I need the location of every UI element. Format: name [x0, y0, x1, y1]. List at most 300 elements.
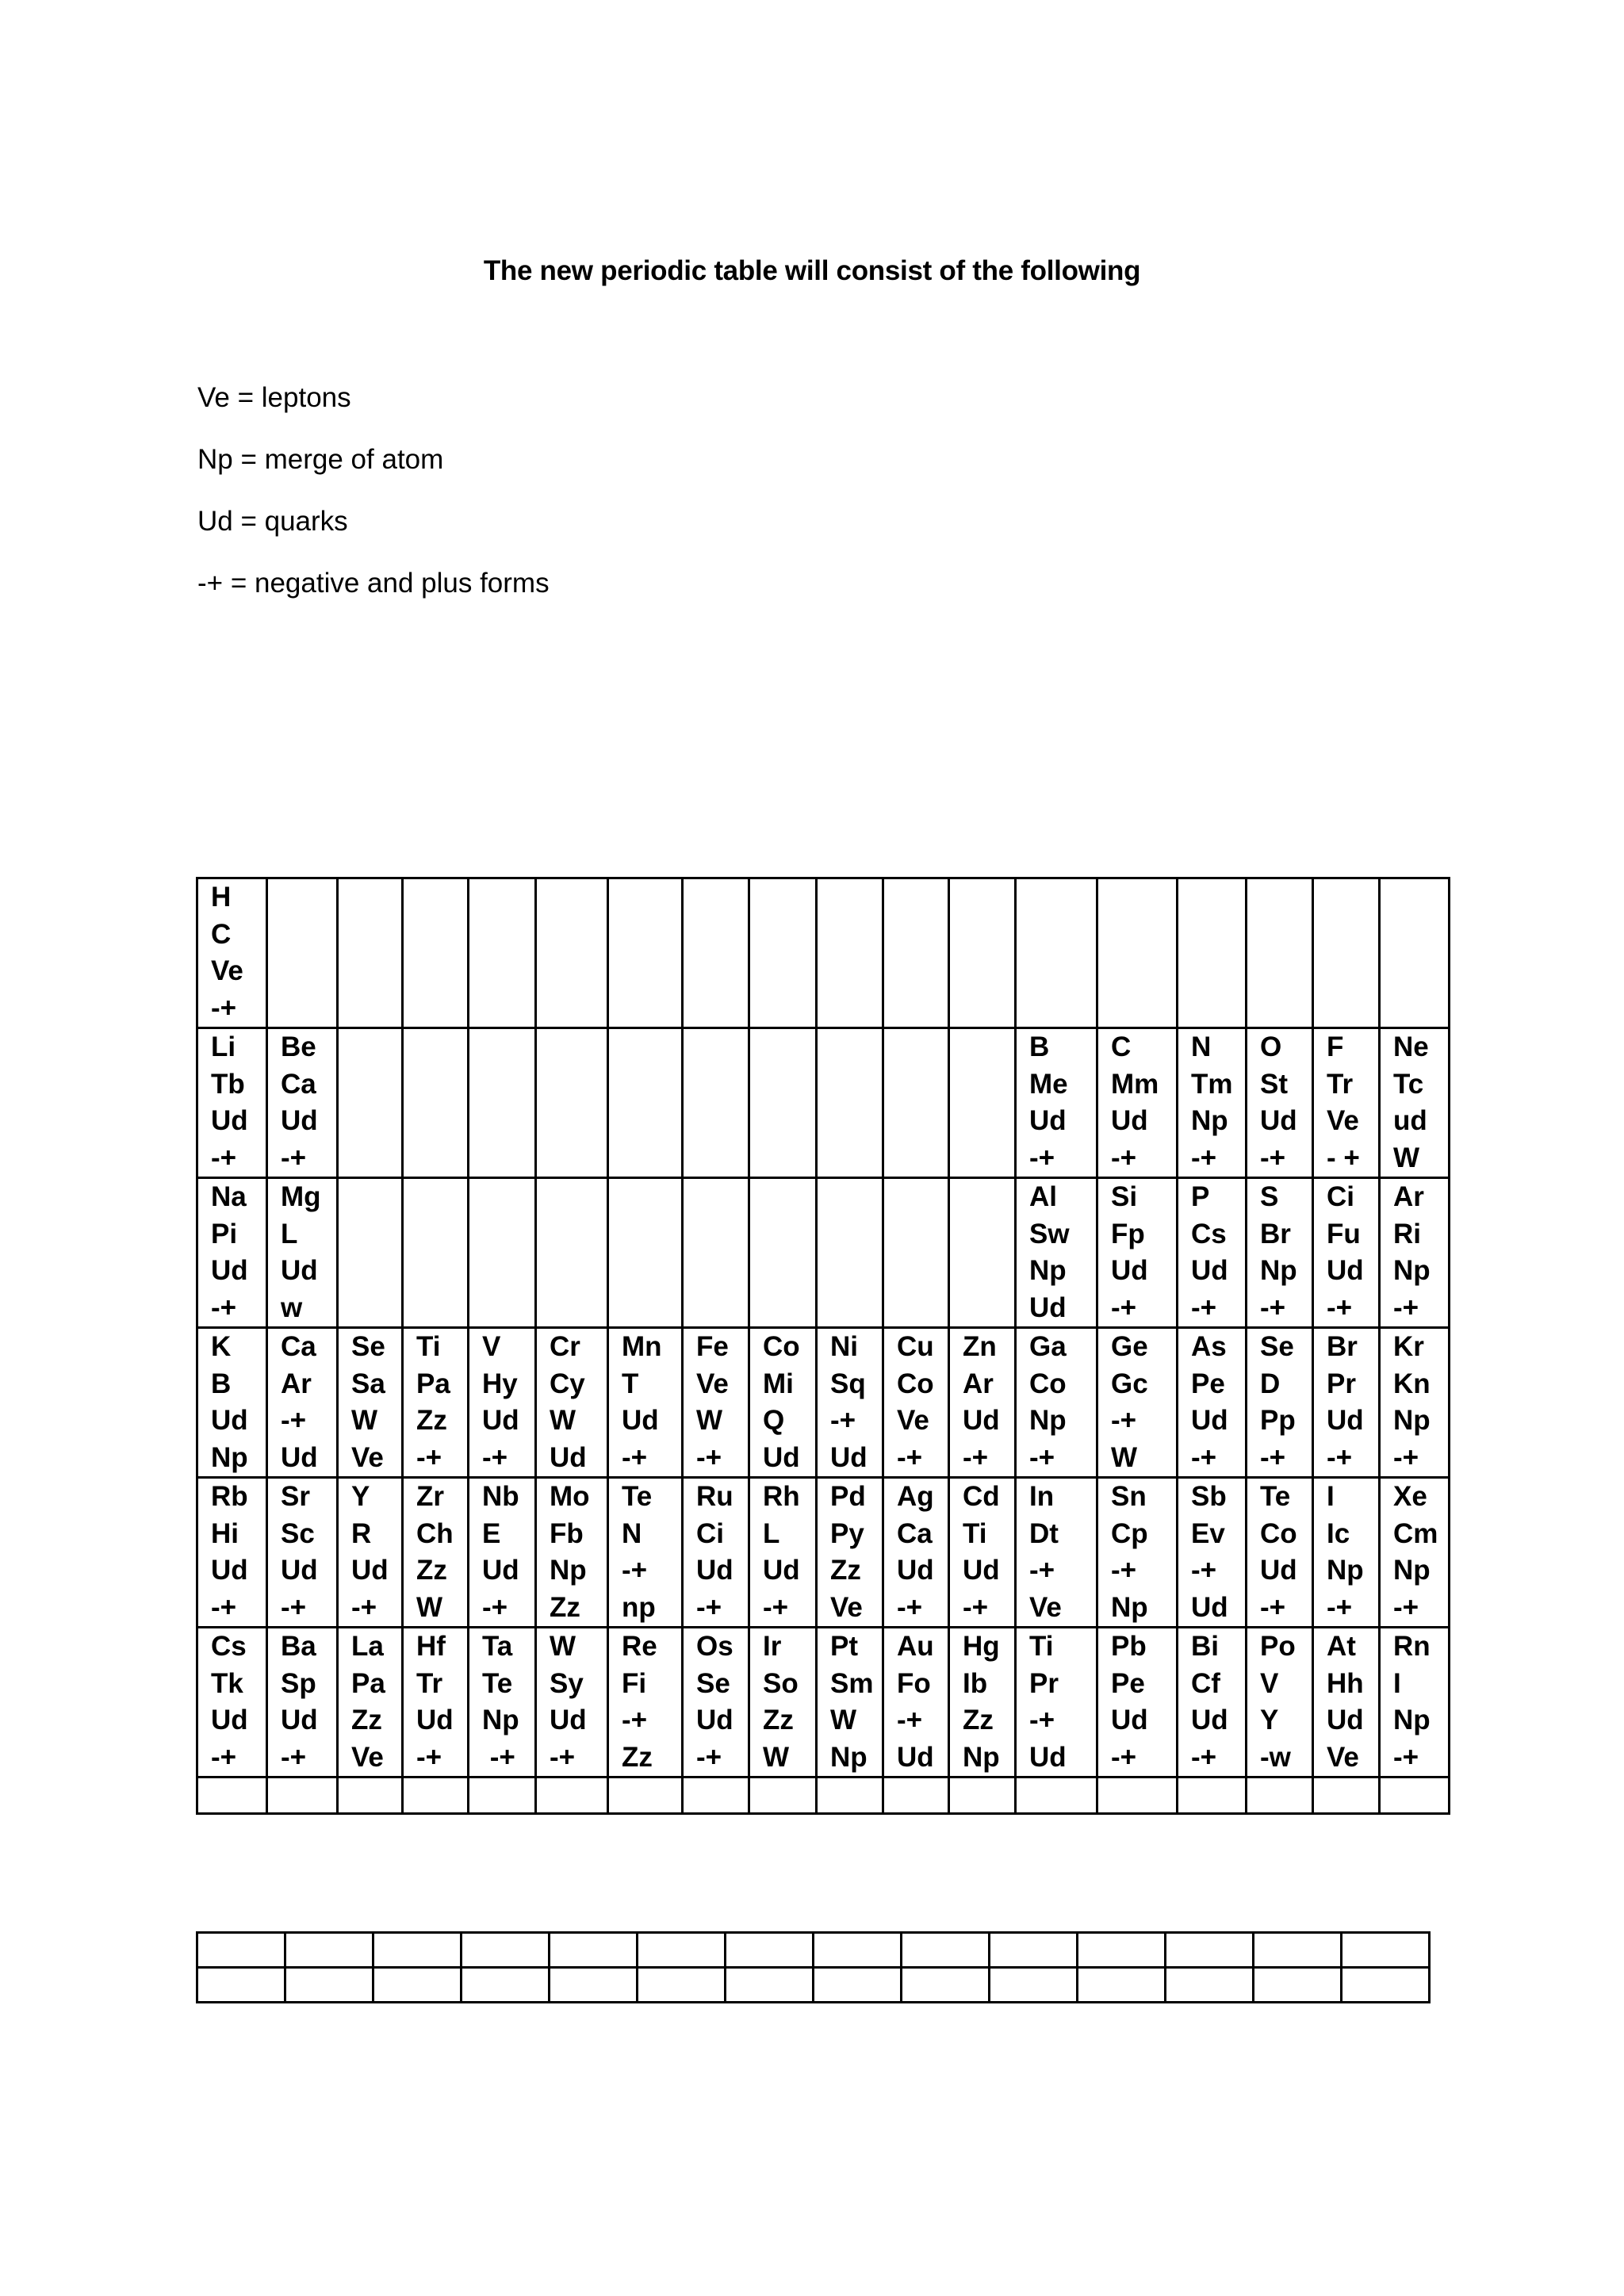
element-cell [469, 1628, 536, 1777]
element-code: Ve [830, 1591, 863, 1623]
element-cell [403, 1628, 469, 1777]
element-code: Np [1029, 1405, 1067, 1436]
element-code: Dt [1029, 1517, 1059, 1549]
element-code: -+ [696, 1591, 722, 1623]
empty-cell [550, 1968, 638, 2003]
element-code: Ud [622, 1405, 659, 1436]
element-symbol: Zn [963, 1331, 997, 1362]
element-cell [949, 1478, 1016, 1628]
element-code: Ar [281, 1368, 312, 1399]
empty-cell [536, 1178, 608, 1328]
element-symbol: Rb [211, 1481, 248, 1512]
element-code: Ud [963, 1405, 1000, 1436]
element-code: Cf [1191, 1667, 1220, 1699]
element-symbol: Pb [1111, 1631, 1147, 1662]
element-code: Ci [696, 1517, 724, 1549]
empty-table-row [197, 1777, 1450, 1814]
empty-cell [817, 1777, 883, 1814]
element-symbol: Bi [1191, 1631, 1219, 1662]
element-cell [536, 1478, 608, 1628]
element-code: Ud [211, 1705, 248, 1735]
element-symbol: V [482, 1331, 501, 1362]
element-cell [1097, 1328, 1178, 1478]
element-code: R [351, 1517, 372, 1549]
element-code: -+ [696, 1441, 722, 1473]
element-cell [197, 1628, 267, 1777]
empty-cell [749, 1028, 817, 1178]
element-code: Fo [897, 1667, 931, 1699]
empty-cell [469, 1178, 536, 1328]
page-title: The new periodic table will consist of the following [483, 255, 1141, 286]
element-symbol: Te [1260, 1481, 1291, 1512]
element-code: Np [830, 1741, 868, 1773]
element-code: Np [1260, 1255, 1297, 1286]
element-code: W [351, 1405, 378, 1436]
element-code: Np [1327, 1555, 1364, 1586]
element-code: -+ [211, 1591, 237, 1623]
element-symbol: La [351, 1631, 384, 1662]
element-code: Np [1393, 1255, 1431, 1286]
element-code: Ve [1029, 1591, 1062, 1623]
element-code: Ud [963, 1555, 1000, 1586]
empty-cell [536, 878, 608, 1028]
legend-item-leptons: Ve = leptons [197, 382, 351, 413]
element-code: Ud [1327, 1255, 1364, 1286]
empty-cell [949, 1777, 1016, 1814]
empty-cell [1097, 1777, 1178, 1814]
empty-cell [638, 1968, 726, 2003]
element-cell [683, 1628, 749, 1777]
element-code: Ve [1327, 1741, 1359, 1773]
element-cell [749, 1478, 817, 1628]
element-code: Ve [897, 1405, 929, 1436]
empty-cell [267, 878, 338, 1028]
element-code: Ud [1191, 1255, 1228, 1286]
empty-cell [638, 1933, 726, 1968]
element-cell [1178, 1478, 1247, 1628]
element-code: -+ [351, 1591, 377, 1623]
element-code: -+ [1393, 1591, 1419, 1623]
element-cell [1016, 1628, 1097, 1777]
empty-cell [817, 1028, 883, 1178]
element-cell [338, 1328, 403, 1478]
element-cell [1097, 1478, 1178, 1628]
element-code: W [550, 1405, 576, 1436]
empty-cell [1016, 1777, 1097, 1814]
element-code: -+ [482, 1591, 508, 1623]
element-symbol: Ar [1393, 1181, 1424, 1212]
element-code: Hy [482, 1368, 518, 1399]
empty-cell [683, 1028, 749, 1178]
element-cell [817, 1328, 883, 1478]
element-code: Np [1111, 1591, 1148, 1623]
element-code: Mm [1111, 1068, 1159, 1100]
element-symbol: Rn [1393, 1631, 1431, 1662]
element-code: Sa [351, 1368, 385, 1399]
element-code: W [763, 1741, 790, 1773]
element-cell [1247, 1328, 1313, 1478]
empty-cell [267, 1777, 338, 1814]
element-cell [1313, 1628, 1380, 1777]
element-symbol: Ti [416, 1331, 441, 1362]
element-code: Ud [830, 1441, 868, 1473]
element-code: -+ [622, 1705, 648, 1735]
element-code: -+ [1393, 1741, 1419, 1773]
element-code: -+ [281, 1405, 307, 1436]
element-code: V [1260, 1667, 1279, 1699]
element-cell [1313, 1178, 1380, 1328]
table-row [197, 1478, 1450, 1628]
empty-cell [1178, 1777, 1247, 1814]
element-cell [1016, 1478, 1097, 1628]
element-symbol: Mg [281, 1181, 321, 1212]
element-code: Cy [550, 1368, 585, 1399]
element-cell [749, 1628, 817, 1777]
element-code: W [1393, 1142, 1420, 1173]
element-code: Ud [211, 1555, 248, 1586]
element-symbol: Be [281, 1031, 316, 1062]
element-code: Ud [1327, 1405, 1364, 1436]
element-code: Ud [696, 1705, 733, 1735]
element-code: Np [963, 1741, 1000, 1773]
empty-cell [902, 1933, 990, 1968]
element-code: Ud [550, 1705, 587, 1735]
element-cell [197, 878, 267, 1028]
empty-cell [1097, 878, 1178, 1028]
element-cell [1247, 1028, 1313, 1178]
element-symbol: Po [1260, 1631, 1296, 1662]
element-cell [1097, 1628, 1178, 1777]
element-code: Sm [830, 1667, 874, 1699]
empty-cell [883, 1178, 949, 1328]
element-cell [817, 1628, 883, 1777]
element-code: Np [482, 1705, 519, 1735]
element-symbol: Mo [550, 1481, 590, 1512]
element-cell [1178, 1178, 1247, 1328]
element-code: -+ [897, 1441, 923, 1473]
element-symbol: Hf [416, 1631, 446, 1662]
empty-cell [285, 1933, 373, 1968]
element-code: Ud [281, 1705, 318, 1735]
element-code: Pe [1111, 1667, 1145, 1699]
element-cell [883, 1328, 949, 1478]
element-code: W [1111, 1441, 1138, 1473]
element-code: Ud [1191, 1591, 1228, 1623]
element-code: Sp [281, 1667, 316, 1699]
empty-cell [726, 1933, 814, 1968]
table-row [197, 1028, 1450, 1178]
element-symbol: Cd [963, 1481, 1000, 1512]
element-symbol: W [550, 1631, 576, 1662]
element-cell [749, 1328, 817, 1478]
element-code: -w [1260, 1741, 1291, 1773]
element-code: -+ [622, 1555, 648, 1586]
element-symbol: Br [1327, 1331, 1358, 1362]
element-code: -+ [1029, 1441, 1055, 1473]
element-code: Ud [1029, 1741, 1067, 1773]
element-cell [469, 1328, 536, 1478]
empty-cell [1078, 1933, 1166, 1968]
element-code: Ud [416, 1705, 454, 1735]
element-code: Ud [897, 1741, 934, 1773]
element-code: C [211, 918, 232, 950]
element-code: Ud [1029, 1105, 1067, 1136]
element-code: Sy [550, 1667, 584, 1699]
element-symbol: Os [696, 1631, 733, 1662]
element-symbol: P [1191, 1181, 1210, 1212]
empty-cell [1254, 1933, 1342, 1968]
element-symbol: Li [211, 1031, 236, 1062]
element-symbol: H [211, 882, 232, 913]
element-code: Fi [622, 1667, 647, 1699]
element-code: L [281, 1218, 298, 1249]
element-code: -+ [1260, 1292, 1286, 1323]
element-code: Ti [963, 1517, 987, 1549]
element-symbol: Y [351, 1481, 370, 1512]
element-cell [197, 1328, 267, 1478]
element-code: -+ [1191, 1292, 1217, 1323]
element-code: Ud [351, 1555, 389, 1586]
element-cell [1016, 1028, 1097, 1178]
element-code: Gc [1111, 1368, 1148, 1399]
element-symbol: Ta [482, 1631, 513, 1662]
empty-cell [817, 878, 883, 1028]
element-code: -+ [1029, 1705, 1055, 1735]
empty-cell [536, 1028, 608, 1178]
legend-item-quarks: Ud = quarks [197, 506, 348, 537]
element-code: Sw [1029, 1218, 1070, 1249]
element-code: Zz [416, 1405, 447, 1436]
element-cell [1016, 1328, 1097, 1478]
element-cell [883, 1478, 949, 1628]
element-code: -+ [622, 1441, 648, 1473]
element-cell [267, 1628, 338, 1777]
element-code: -+ [1393, 1292, 1419, 1323]
empty-cell [536, 1777, 608, 1814]
element-code: -+ [211, 992, 237, 1024]
element-code: -+ [1191, 1441, 1217, 1473]
element-code: W [696, 1405, 723, 1436]
element-cell [1016, 1178, 1097, 1328]
element-cell [1380, 1178, 1450, 1328]
empty-cell [197, 1777, 267, 1814]
empty-cell [1313, 878, 1380, 1028]
element-code: Ud [211, 1255, 248, 1286]
element-code: -+ [482, 1741, 515, 1773]
element-code: Ud [1029, 1292, 1067, 1323]
element-cell [1097, 1178, 1178, 1328]
element-code: Fu [1327, 1218, 1361, 1249]
element-code: Pr [1327, 1368, 1356, 1399]
element-code: Ud [281, 1555, 318, 1586]
empty-cell [1380, 878, 1450, 1028]
empty-cell [469, 878, 536, 1028]
element-code: -+ [763, 1591, 789, 1623]
element-code: Se [696, 1667, 730, 1699]
element-symbol: As [1191, 1331, 1227, 1362]
element-code: -+ [1191, 1142, 1217, 1173]
element-symbol: Ru [696, 1481, 733, 1512]
element-code: Pi [211, 1218, 238, 1249]
element-symbol: F [1327, 1031, 1344, 1062]
empty-cell [1078, 1968, 1166, 2003]
element-cell [1313, 1478, 1380, 1628]
element-symbol: N [1191, 1031, 1212, 1062]
element-code: Ud [1260, 1105, 1297, 1136]
element-code: St [1260, 1068, 1288, 1100]
empty-cell [883, 1028, 949, 1178]
element-symbol: O [1260, 1031, 1282, 1062]
element-code: Sc [281, 1517, 315, 1549]
empty-cell [338, 1028, 403, 1178]
empty-cell [1247, 1777, 1313, 1814]
element-code: Tr [416, 1667, 443, 1699]
empty-cell [683, 1178, 749, 1328]
element-code: Sq [830, 1368, 866, 1399]
element-code: -+ [1191, 1555, 1217, 1586]
empty-cell [550, 1933, 638, 1968]
empty-cell [990, 1933, 1078, 1968]
empty-cell [883, 878, 949, 1028]
element-code: Ca [281, 1068, 316, 1100]
element-code: Hh [1327, 1667, 1364, 1699]
empty-cell [338, 1178, 403, 1328]
empty-cell [403, 1178, 469, 1328]
element-cell [1178, 1628, 1247, 1777]
empty-cell [338, 1777, 403, 1814]
element-code: Tc [1393, 1068, 1424, 1100]
element-code: N [622, 1517, 642, 1549]
element-symbol: Rh [763, 1481, 800, 1512]
element-code: Zz [351, 1705, 382, 1735]
element-code: -+ [1327, 1292, 1353, 1323]
element-code: E [482, 1517, 501, 1549]
element-code: -+ [211, 1741, 237, 1773]
empty-table-row [197, 1933, 1430, 1968]
element-code: Np [550, 1555, 587, 1586]
element-symbol: Hg [963, 1631, 1000, 1662]
element-code: Fp [1111, 1218, 1145, 1249]
empty-cell [1342, 1968, 1430, 2003]
element-symbol: Au [897, 1631, 934, 1662]
element-symbol: Al [1029, 1181, 1057, 1212]
element-symbol: Te [622, 1481, 653, 1512]
element-symbol: Ag [897, 1481, 934, 1512]
element-code: -+ [211, 1292, 237, 1323]
element-cell [338, 1478, 403, 1628]
element-symbol: K [211, 1331, 232, 1362]
empty-cell [902, 1968, 990, 2003]
empty-cell [749, 1178, 817, 1328]
legend-item-negative-plus: -+ = negative and plus forms [197, 568, 550, 599]
element-cell [536, 1628, 608, 1777]
empty-cell [949, 1028, 1016, 1178]
element-cell [949, 1328, 1016, 1478]
empty-cell [1342, 1933, 1430, 1968]
empty-cell [814, 1933, 902, 1968]
element-code: -+ [1111, 1292, 1137, 1323]
element-symbol: Ti [1029, 1631, 1054, 1662]
element-symbol: Ba [281, 1631, 316, 1662]
empty-cell [817, 1178, 883, 1328]
element-code: Zz [763, 1705, 794, 1735]
element-code: -+ [963, 1441, 989, 1473]
element-symbol: In [1029, 1481, 1055, 1512]
element-code: -+ [482, 1441, 508, 1473]
element-symbol: Cr [550, 1331, 580, 1362]
empty-cell [683, 878, 749, 1028]
empty-cell [285, 1968, 373, 2003]
element-code: So [763, 1667, 799, 1699]
element-code: Ud [281, 1441, 318, 1473]
element-code: -+ [1327, 1441, 1353, 1473]
element-code: Te [482, 1667, 513, 1699]
element-cell [1380, 1328, 1450, 1478]
element-code: Cs [1191, 1218, 1227, 1249]
element-symbol: Ga [1029, 1331, 1067, 1362]
element-code: Np [1393, 1555, 1431, 1586]
element-cell [1380, 1478, 1450, 1628]
empty-cell [608, 1777, 683, 1814]
element-code: -+ [281, 1591, 307, 1623]
element-code: -+ [1111, 1142, 1137, 1173]
element-symbol: Ci [1327, 1181, 1354, 1212]
element-symbol: B [1029, 1031, 1050, 1062]
empty-cell [403, 1028, 469, 1178]
element-code: Ud [550, 1441, 587, 1473]
element-code: Kn [1393, 1368, 1431, 1399]
element-code: - + [1327, 1142, 1360, 1173]
table-row [197, 1628, 1450, 1777]
element-symbol: Cu [897, 1331, 934, 1362]
element-code: ud [1393, 1105, 1427, 1136]
element-code: Ud [211, 1405, 248, 1436]
element-cell [1178, 1028, 1247, 1178]
empty-cell [608, 1028, 683, 1178]
element-code: Zz [622, 1741, 653, 1773]
element-code: Ud [696, 1555, 733, 1586]
element-symbol: I [1327, 1481, 1335, 1512]
element-code: Ud [1191, 1405, 1228, 1436]
empty-table-row [197, 1968, 1430, 2003]
element-cell [1380, 1028, 1450, 1178]
element-code: Ud [897, 1555, 934, 1586]
element-symbol: Nb [482, 1481, 519, 1512]
element-code: Tk [211, 1667, 243, 1699]
element-symbol: Pd [830, 1481, 866, 1512]
empty-cell [749, 1777, 817, 1814]
empty-cell [1313, 1777, 1380, 1814]
element-code: Cm [1393, 1517, 1438, 1549]
element-code: Ve [351, 1441, 384, 1473]
element-symbol: Sb [1191, 1481, 1227, 1512]
element-cell [1247, 1478, 1313, 1628]
element-code: Me [1029, 1068, 1068, 1100]
empty-cell [1016, 878, 1097, 1028]
element-code: B [211, 1368, 232, 1399]
element-code: Np [1029, 1255, 1067, 1286]
element-cell [267, 1178, 338, 1328]
element-code: Ud [482, 1405, 519, 1436]
element-symbol: Na [211, 1181, 247, 1212]
empty-cell [197, 1968, 285, 2003]
element-code: Ve [1327, 1105, 1359, 1136]
empty-cell [726, 1968, 814, 2003]
empty-cell [1254, 1968, 1342, 2003]
element-symbol: Ir [763, 1631, 782, 1662]
element-code: -+ [1260, 1591, 1286, 1623]
element-code: Ch [416, 1517, 454, 1549]
